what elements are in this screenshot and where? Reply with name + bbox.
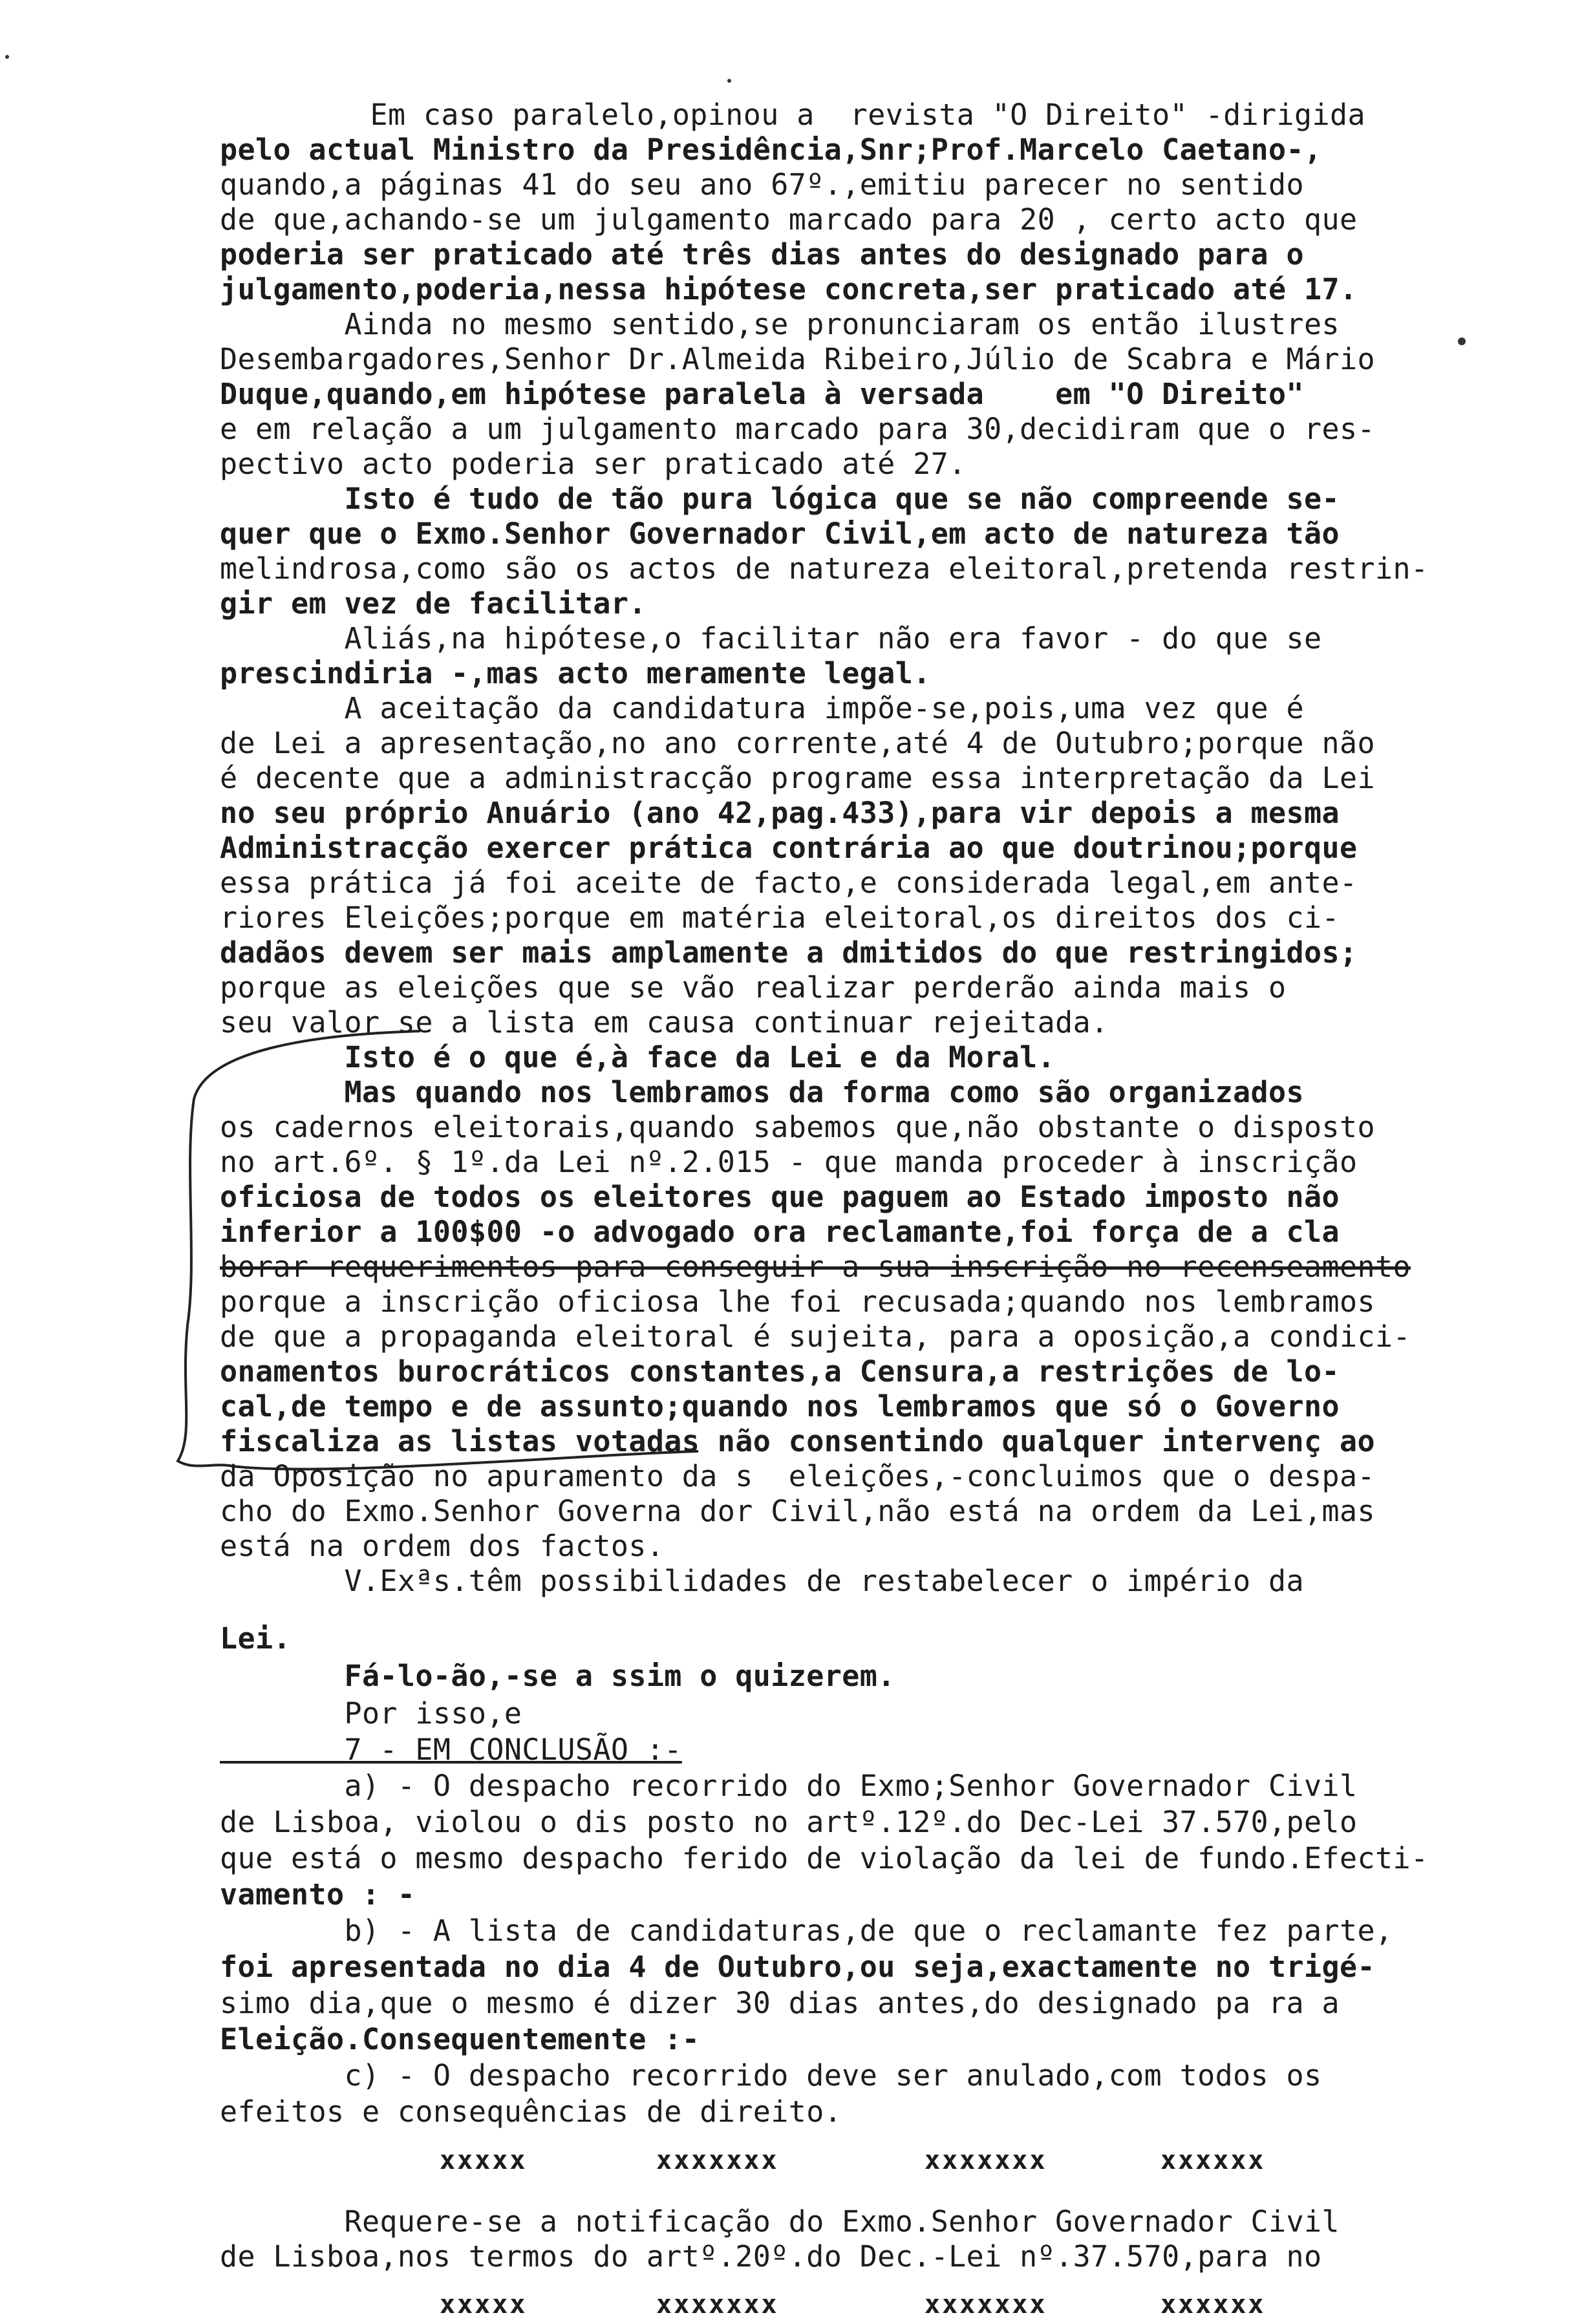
text-line: b) - A lista de candidaturas,de que o reclamante fez parte,	[220, 1914, 1393, 1948]
text-line: de que,achando-se um julgamento marcado para 20 , certo acto que	[220, 202, 1358, 237]
text-line: gir em vez de facilitar.	[220, 586, 647, 621]
separator-mark: xxxxxxx	[925, 2290, 1047, 2319]
text-line: poderia ser praticado até três dias antes do designado para o	[220, 237, 1305, 272]
text-line: Requere-se a notificação do Exmo.Senhor Governador Civil	[220, 2204, 1340, 2239]
text-line: Fá-lo-ão,-se a ssim o quizerem.	[220, 1659, 895, 1693]
separator-mark: xxxxx	[440, 2290, 528, 2319]
text-line: cal,de tempo e de assunto;quando nos lembramos que só o Governo	[220, 1389, 1340, 1423]
text-line: A aceitação da candidatura impõe-se,pois,uma vez que é	[220, 691, 1305, 725]
text-line: V.Exªs.têm possibilidades de restabelecer o império da	[220, 1564, 1305, 1598]
text-line: fiscaliza as listas votadas não consentindo qualquer intervenç ao	[220, 1424, 1375, 1458]
ink-dot	[727, 79, 731, 83]
text-line-struck: borar requerimentos para conseguir a sua inscrição no recenseamento	[220, 1250, 1411, 1284]
text-line: Duque,quando,em hipótese paralela à versada em "O Direito"	[220, 377, 1305, 411]
text-line: Isto é tudo de tão pura lógica que se não compreende se-	[220, 482, 1340, 516]
text-line: julgamento,poderia,nessa hipótese concreta,ser praticado até 17.	[220, 272, 1358, 306]
section-heading: 7 - EM CONCLUSÃO :-	[220, 1732, 682, 1767]
text-line: Isto é o que é,à face da Lei e da Moral.	[220, 1040, 1056, 1074]
text-line: de que a propaganda eleitoral é sujeita, para a oposição,a condici-	[220, 1319, 1411, 1354]
text-line: simo dia,que o mesmo é dizer 30 dias antes,do designado pa ra a	[220, 1986, 1340, 2020]
text-line: essa prática já foi aceite de facto,e considerada legal,em ante-	[220, 866, 1358, 900]
text-line: cho do Exmo.Senhor Governa dor Civil,não está na ordem da Lei,mas	[220, 1494, 1375, 1528]
text-line: no seu próprio Anuário (ano 42,pag.433),para vir depois a mesma	[220, 796, 1340, 830]
text-line: e em relação a um julgamento marcado para 30,decidiram que o res-	[220, 412, 1375, 446]
text-line: a) - O despacho recorrido do Exmo;Senhor Governador Civil	[220, 1769, 1358, 1803]
text-line: os cadernos eleitorais,quando sabemos que,não obstante o disposto	[220, 1110, 1375, 1144]
text-line: Lei.	[220, 1621, 291, 1656]
separator-mark: xxxxxxx	[925, 2146, 1047, 2175]
text-line: que está o mesmo despacho ferido de violação da lei de fundo.Efecti-	[220, 1841, 1429, 1875]
text-line: pelo actual Ministro da Presidência,Snr;Prof.Marcelo Caetano-,	[220, 133, 1322, 167]
text-line: Mas quando nos lembramos da forma como são organizados	[220, 1075, 1305, 1109]
separator-row	[0, 2285, 1593, 2324]
text-line: prescindiria -,mas acto meramente legal.	[220, 656, 931, 690]
text-line: efeitos e consequências de direito.	[220, 2095, 842, 2129]
text-line: no art.6º. § 1º.da Lei nº.2.015 - que manda proceder à inscrição	[220, 1145, 1358, 1179]
text-line: está na ordem dos factos.	[220, 1529, 665, 1563]
separator-mark: xxxxxx	[1160, 2290, 1266, 2319]
text-line: oficiosa de todos os eleitores que paguem ao Estado imposto não	[220, 1180, 1340, 1214]
text-line: de Lisboa,nos termos do artº.20º.do Dec.-Lei nº.37.570,para no	[220, 2239, 1322, 2274]
ink-dot	[5, 55, 9, 59]
text-line: quer que o Exmo.Senhor Governador Civil,em acto de natureza tão	[220, 517, 1340, 551]
text-line: de Lisboa, violou o dis posto no artº.12º.do Dec-Lei 37.570,pelo	[220, 1805, 1358, 1839]
text-line: Por isso,e	[220, 1696, 522, 1731]
text-line: Desembargadores,Senhor Dr.Almeida Ribeiro,Júlio de Scabra e Mário	[220, 342, 1375, 376]
text-line: Aliás,na hipótese,o facilitar não era favor - do que se	[220, 621, 1322, 656]
ink-dot	[1458, 337, 1466, 345]
text-line: inferior a 100$00 -o advogado ora reclamante,foi força de a cla	[220, 1215, 1340, 1249]
text-line: dadãos devem ser mais amplamente a dmitidos do que restringidos;	[220, 935, 1358, 970]
separator-row	[0, 2141, 1593, 2180]
text-line: seu valor se a lista em causa continuar rejeitada.	[220, 1005, 1109, 1039]
text-line: porque a inscrição oficiosa lhe foi recusada;quando nos lembramos	[220, 1285, 1375, 1319]
text-line: Ainda no mesmo sentido,se pronunciaram os então ilustres	[220, 307, 1340, 341]
separator-mark: xxxxxx	[1160, 2146, 1266, 2175]
text-line: onamentos burocráticos constantes,a Censura,a restrições de lo-	[220, 1354, 1340, 1389]
text-line: Em caso paralelo,opinou a revista "O Direito" -dirigida	[246, 98, 1366, 132]
text-line: porque as eleições que se vão realizar perderão ainda mais o	[220, 970, 1287, 1005]
text-line: melindrosa,como são os actos de natureza eleitoral,pretenda restrin-	[220, 551, 1429, 586]
text-line: c) - O despacho recorrido deve ser anulado,com todos os	[220, 2058, 1322, 2093]
text-line: Administracção exercer prática contrária ao que doutrinou;porque	[220, 831, 1358, 865]
text-line: Eleição.Consequentemente :-	[220, 2022, 700, 2056]
text-line: da Oposição no apuramento da s eleições,-concluimos que o despa-	[220, 1459, 1375, 1493]
text-line: quando,a páginas 41 do seu ano 67º.,emitiu parecer no sentido	[220, 167, 1305, 202]
text-line: é decente que a administracção programe essa interpretação da Lei	[220, 761, 1375, 795]
text-line: vamento : -	[220, 1877, 416, 1912]
separator-mark: xxxxxxx	[656, 2290, 779, 2319]
text-line: pectivo acto poderia ser praticado até 27.	[220, 447, 967, 481]
separator-mark: xxxxxxx	[656, 2146, 779, 2175]
text-line: riores Eleições;porque em matéria eleitoral,os direitos dos ci-	[220, 901, 1340, 935]
text-line: foi apresentada no dia 4 de Outubro,ou seja,exactamente no trigé-	[220, 1950, 1375, 1984]
separator-mark: xxxxx	[440, 2146, 528, 2175]
text-line: de Lei a apresentação,no ano corrente,até 4 de Outubro;porque não	[220, 726, 1375, 760]
